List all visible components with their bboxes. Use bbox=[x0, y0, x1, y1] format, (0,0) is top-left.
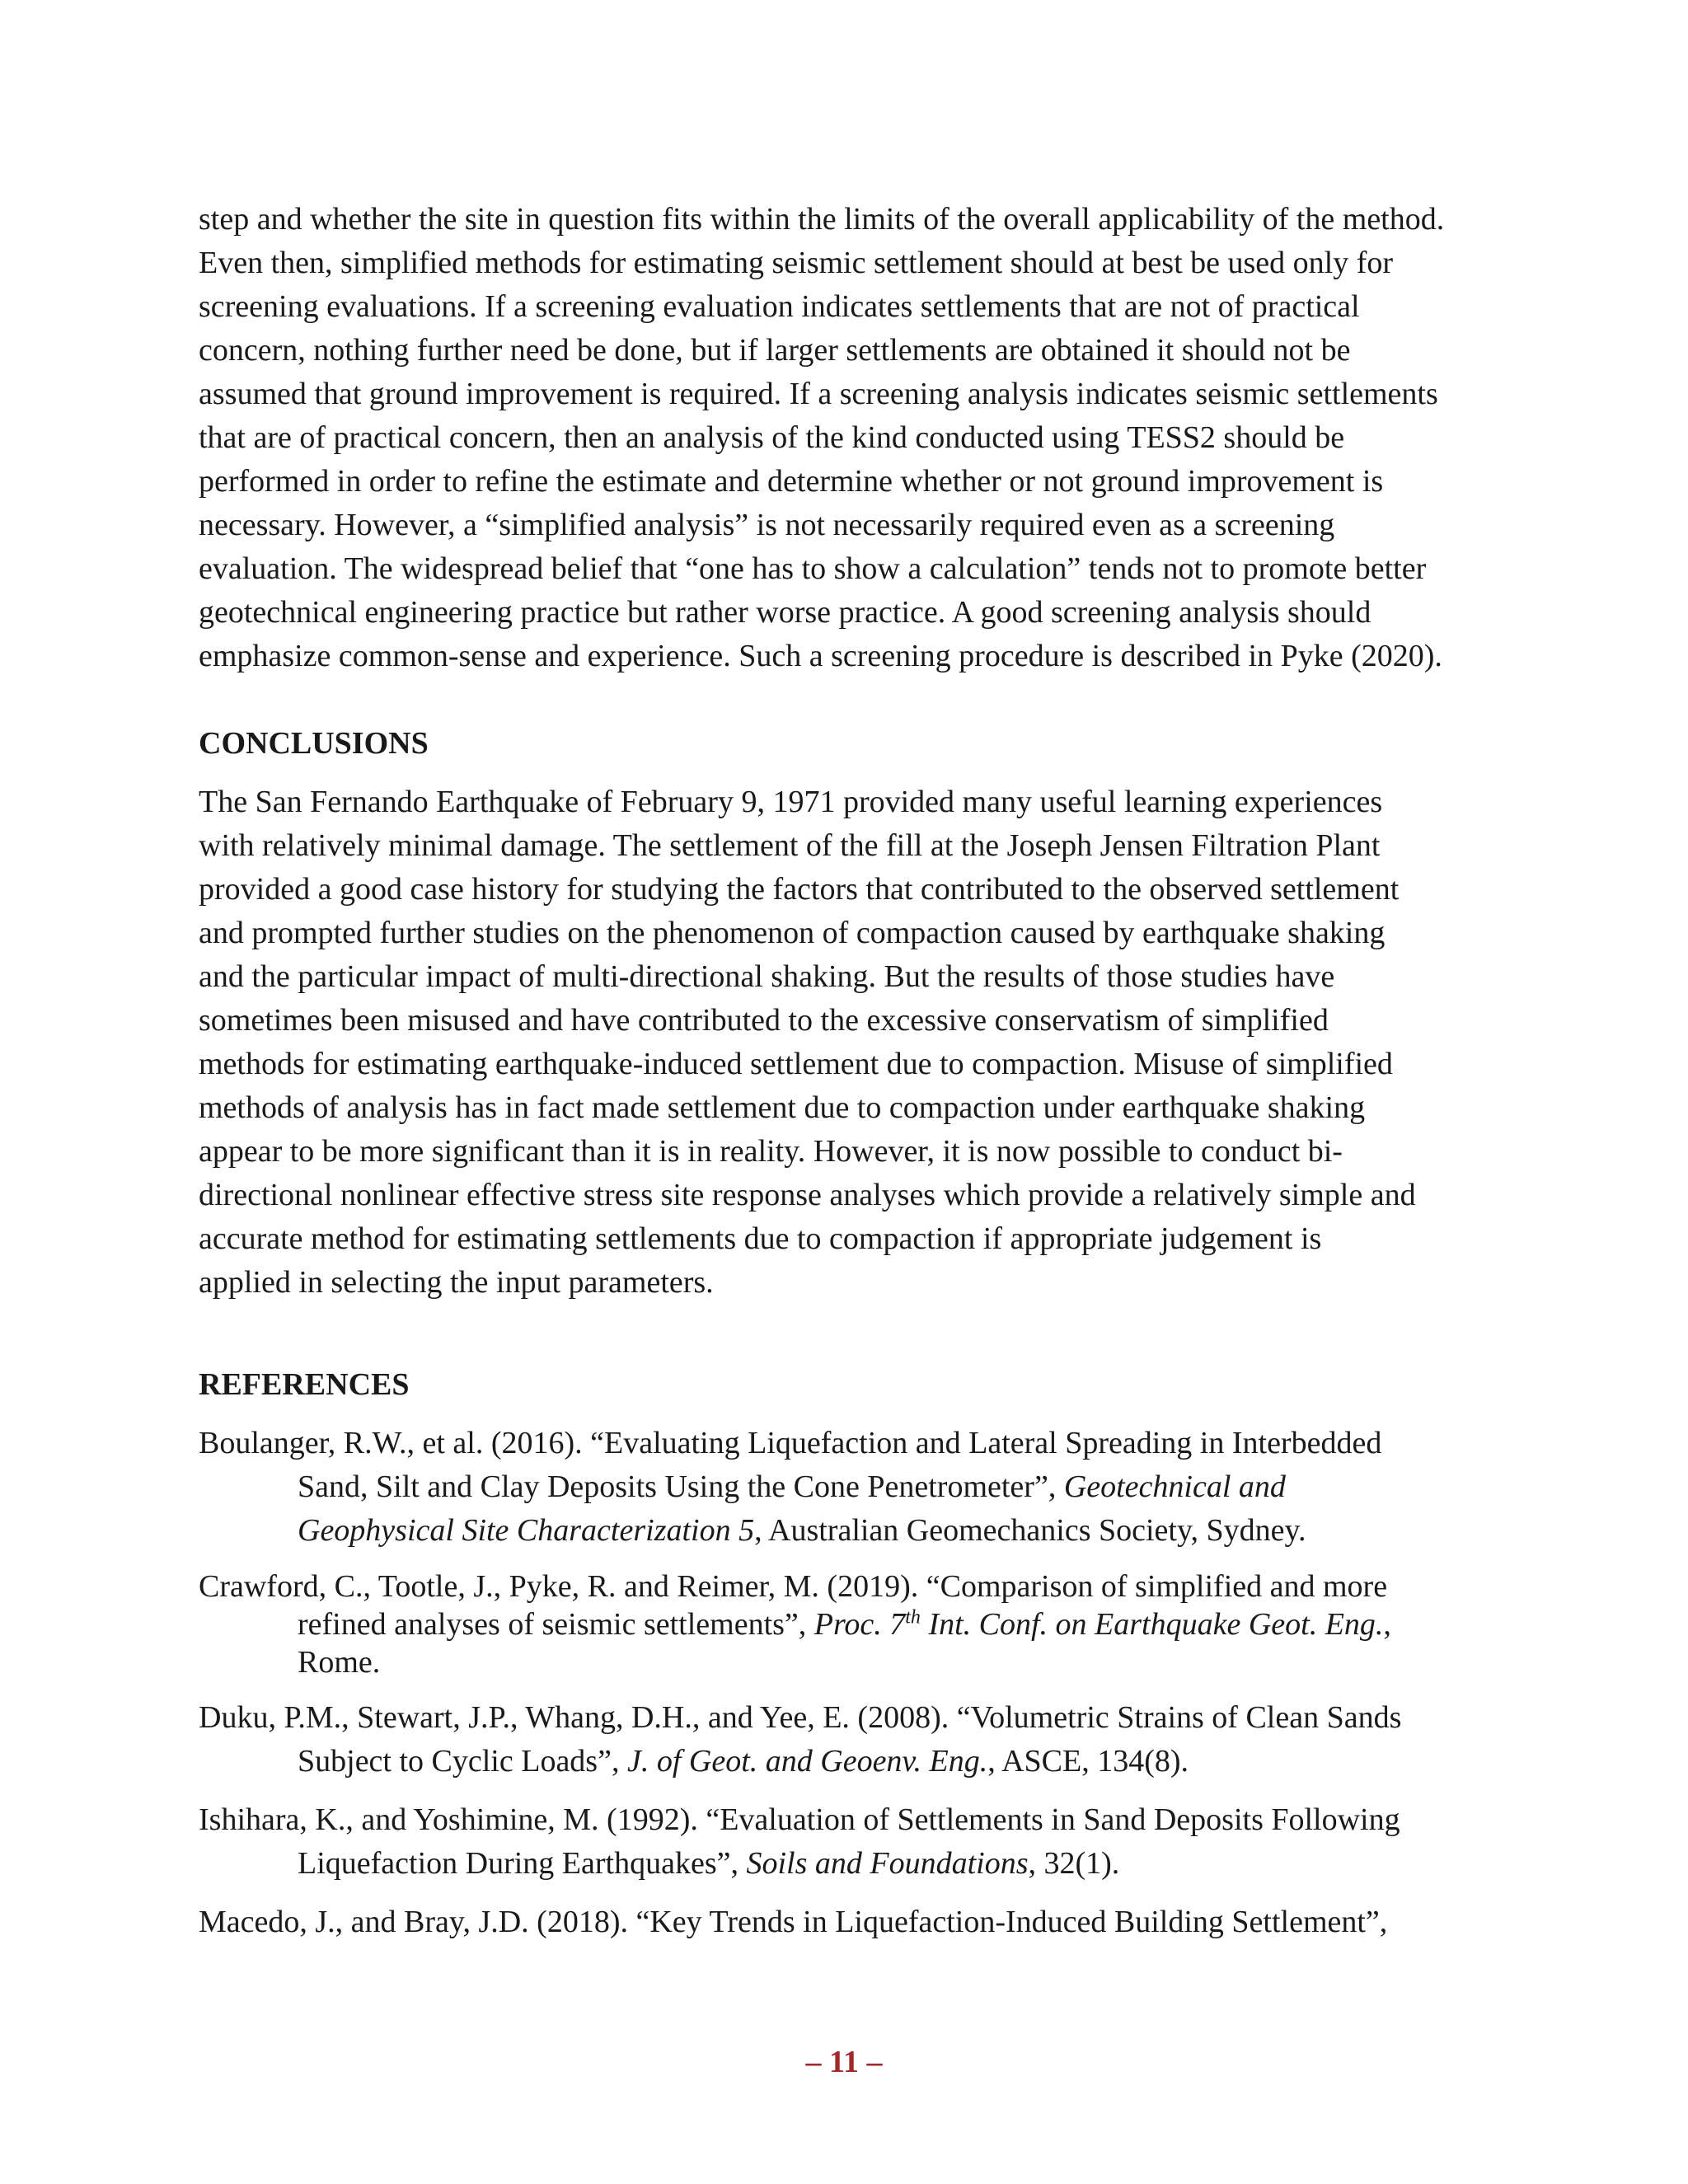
references-heading: REFERENCES bbox=[199, 1367, 410, 1402]
paragraph-line: sometimes been misused and have contributed to the excessive conservatism of simplified bbox=[199, 1003, 1329, 1038]
reference-text: Crawford, C., Tootle, J., Pyke, R. and Reimer, M. (2019). “Comparison of simplified and more bbox=[199, 1569, 1388, 1604]
reference-macedo bbox=[199, 1900, 1501, 1944]
paragraph-line: Even then, simplified methods for estimating seismic settlement should at best be used only for bbox=[199, 246, 1394, 280]
paragraph-line: and the particular impact of multi-directional shaking. But the results of those studies have bbox=[199, 959, 1335, 994]
paragraph-line: and prompted further studies on the phenomenon of compaction caused by earthquake shaking bbox=[199, 916, 1386, 950]
reference-text: refined analyses of seismic settlements”, bbox=[298, 1607, 814, 1642]
paragraph-line: methods of analysis has in fact made settlement due to compaction under earthquake shaking bbox=[199, 1090, 1366, 1125]
conclusions-paragraph bbox=[199, 780, 1501, 1305]
reference-journal: Int. Conf. on Earthquake Geot. Eng. bbox=[920, 1607, 1384, 1642]
reference-text: , Australian Geomechanics Society, Sydney. bbox=[754, 1513, 1306, 1548]
paragraph-line: The San Fernando Earthquake of February 9, 1971 provided many useful learning experiences bbox=[199, 785, 1383, 819]
reference-journal: J. of Geot. and Geoenv. Eng. bbox=[626, 1744, 988, 1779]
reference-text: Liquefaction During Earthquakes”, bbox=[298, 1846, 747, 1881]
reference-text: Duku, P.M., Stewart, J.P., Whang, D.H., and Yee, E. (2008). “Volumetric Strains of Clean Sands bbox=[199, 1700, 1402, 1735]
paragraph-line: methods for estimating earthquake-induced settlement due to compaction. Misuse of simplified bbox=[199, 1047, 1393, 1081]
reference-text: , ASCE, 134(8). bbox=[987, 1744, 1189, 1779]
paragraph-line: that are of practical concern, then an analysis of the kind conducted using TESS2 should be bbox=[199, 420, 1345, 455]
paragraph-line: with relatively minimal damage. The settlement of the fill at the Joseph Jensen Filtration Plant bbox=[199, 828, 1381, 863]
paragraph-line: geotechnical engineering practice but rather worse practice. A good screening analysis should bbox=[199, 595, 1372, 630]
reference-journal: Geophysical Site Characterization 5 bbox=[298, 1513, 755, 1548]
reference-text: Subject to Cyclic Loads”, bbox=[298, 1744, 627, 1779]
paragraph-line: emphasize common-sense and experience. Such a screening procedure is described in Pyke (2020). bbox=[199, 639, 1442, 673]
paragraph-line: appear to be more significant than it is in reality. However, it is now possible to conduct bi- bbox=[199, 1134, 1343, 1169]
reference-journal: Proc. 7 bbox=[814, 1607, 906, 1642]
paragraph-line: screening evaluations. If a screening evaluation indicates settlements that are not of practical bbox=[199, 289, 1360, 324]
conclusions-heading: CONCLUSIONS bbox=[199, 726, 429, 761]
reference-journal: Geotechnical and bbox=[1063, 1469, 1286, 1504]
reference-crawford bbox=[199, 1568, 1501, 1681]
page-body bbox=[199, 198, 1501, 1944]
reference-boulanger bbox=[199, 1422, 1501, 1553]
reference-text: Boulanger, R.W., et al. (2016). “Evaluating Liquefaction and Lateral Spreading in Interbedded bbox=[199, 1426, 1382, 1460]
paragraph-line: performed in order to refine the estimate and determine whether or not ground improvement is bbox=[199, 464, 1384, 499]
paragraph-line: evaluation. The widespread belief that “one has to show a calculation” tends not to promote better bbox=[199, 551, 1427, 586]
reference-text: , 32(1). bbox=[1028, 1846, 1120, 1881]
reference-superscript: th bbox=[905, 1606, 921, 1629]
paragraph-line: accurate method for estimating settlements due to compaction if appropriate judgement is bbox=[199, 1221, 1322, 1256]
reference-duku bbox=[199, 1696, 1501, 1783]
paragraph-line: applied in selecting the input parameters. bbox=[199, 1265, 714, 1300]
paragraph-line: assumed that ground improvement is required. If a screening analysis indicates seismic settlements bbox=[199, 377, 1438, 411]
body-paragraph bbox=[199, 198, 1501, 678]
reference-text: Ishihara, K., and Yoshimine, M. (1992). “Evaluation of Settlements in Sand Deposits Following bbox=[199, 1802, 1400, 1837]
paragraph-line: necessary. However, a “simplified analysis” is not necessarily required even as a screening bbox=[199, 508, 1335, 542]
reference-journal: Soils and Foundations bbox=[746, 1846, 1029, 1881]
reference-text: Sand, Silt and Clay Deposits Using the Cone Penetrometer”, bbox=[298, 1469, 1064, 1504]
paragraph-line: directional nonlinear effective stress site response analyses which provide a relatively simple and bbox=[199, 1178, 1416, 1212]
paragraph-line: concern, nothing further need be done, but if larger settlements are obtained it should not be bbox=[199, 333, 1351, 368]
reference-text: , bbox=[1383, 1607, 1391, 1642]
reference-text: Macedo, J., and Bray, J.D. (2018). “Key Trends in Liquefaction-Induced Building Settlement”, bbox=[199, 1905, 1388, 1939]
reference-text: Rome. bbox=[298, 1645, 381, 1680]
references-list bbox=[199, 1422, 1501, 1944]
page-number: – 11 – bbox=[805, 2045, 883, 2079]
paragraph-line: step and whether the site in question fits within the limits of the overall applicability of the method. bbox=[199, 202, 1445, 237]
reference-ishihara bbox=[199, 1798, 1501, 1886]
paragraph-line: provided a good case history for studying the factors that contributed to the observed settlement bbox=[199, 872, 1400, 907]
